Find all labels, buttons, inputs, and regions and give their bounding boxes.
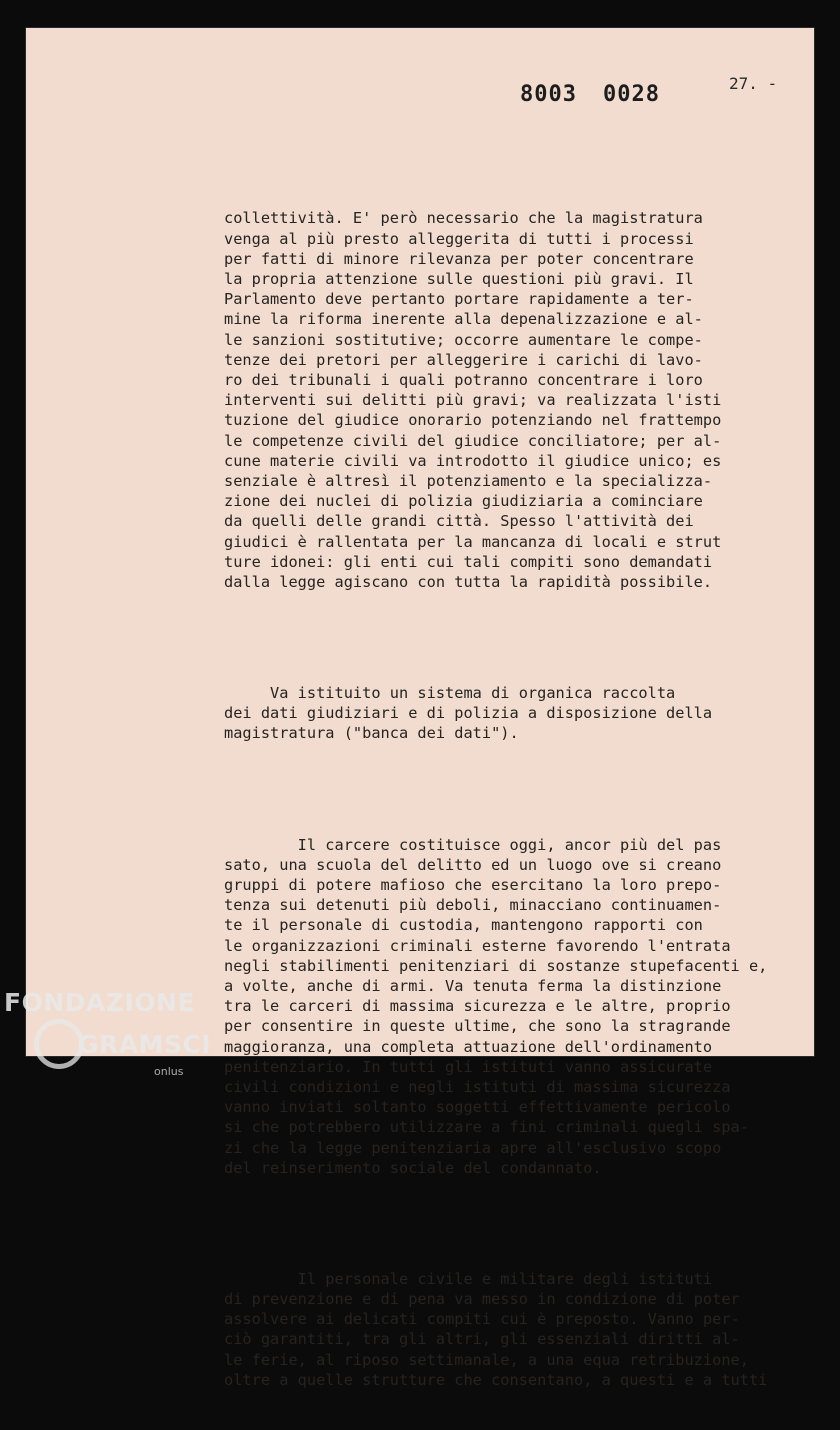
text-line: penitenziario. In tutti gli istituti vanno assicurate (224, 1057, 713, 1076)
text-line: civili condizioni e negli istituti di massima sicurezza (224, 1077, 731, 1096)
text-line: giudici è rallentata per la mancanza di locali e strut (224, 532, 722, 551)
text-line: le ferie, al riposo settimanale, a una equa retribuzione, (224, 1350, 749, 1369)
text-line: interventi sui delitti più gravi; va realizzata l'isti (224, 391, 722, 410)
text-line: tenza sui detenuti più deboli, minacciano continuamen- (224, 896, 722, 915)
paragraph (224, 683, 804, 744)
text-line: per fatti di minore rilevanza per poter concentrare (224, 249, 694, 268)
text-line: ciò garantiti, tra gli altri, gli essenziali diritti al- (224, 1330, 740, 1349)
text-line: Va istituito un sistema di organica raccolta (224, 684, 676, 703)
watermark-line-3: onlus (154, 1065, 184, 1078)
text-line: zione dei nuclei di polizia giudiziaria a cominciare (224, 492, 703, 511)
paragraph (224, 835, 804, 1178)
text-line: venga al più presto alleggerita di tutti i processi (224, 229, 694, 248)
document-number (520, 82, 686, 107)
paragraph (224, 208, 804, 592)
text-line: dalla legge agiscano con tutta la rapidità possibile. (224, 573, 713, 592)
g-logo-icon (34, 1019, 84, 1069)
text-line: Il carcere costituisce oggi, ancor più del pas (224, 835, 722, 854)
body-text (224, 168, 804, 1430)
text-line: gruppi di potere mafioso che esercitano la loro prepo- (224, 875, 722, 894)
paragraph (224, 1269, 804, 1390)
text-line: cune materie civili va introdotto il giudice unico; es (224, 451, 722, 470)
text-line: negli stabilimenti penitenziari di sostanze stupefacenti e, (224, 956, 768, 975)
text-line: Parlamento deve pertanto portare rapidamente a ter- (224, 290, 694, 309)
page-number: 27. - (729, 74, 778, 93)
text-line: vanno inviati soltanto soggetti effettivamente pericolo (224, 1098, 731, 1117)
text-line: oltre a quelle strutture che consentano, a questi e a tutti (224, 1370, 768, 1389)
fondazione-gramsci-watermark (4, 988, 211, 1078)
text-line: tra le carceri di massima sicurezza e le altre, proprio (224, 997, 731, 1016)
text-line: di prevenzione e di pena va messo in condizione di poter (224, 1289, 740, 1308)
text-line: la propria attenzione sulle questioni più gravi. Il (224, 270, 694, 289)
document-number-part-a: 8003 (520, 82, 577, 107)
text-line: dei dati giudiziari e di polizia a disposizione della (224, 704, 713, 723)
text-line: mine la riforma inerente alla depenalizzazione e al- (224, 310, 703, 329)
text-line: per consentire in queste ultime, che sono la stragrande (224, 1017, 731, 1036)
text-line: magistratura ("banca dei dati"). (224, 724, 519, 743)
text-line: del reinserimento sociale del condannato. (224, 1158, 602, 1177)
text-line: da quelli delle grandi città. Spesso l'attività dei (224, 512, 694, 531)
text-line: te il personale di custodia, mantengono rapporti con (224, 916, 703, 935)
text-line: tuzione del giudice onorario potenziando nel frattempo (224, 411, 722, 430)
watermark-line-2: GRAMSCI (78, 1029, 212, 1059)
text-line: Il personale civile e militare degli istituti (224, 1269, 713, 1288)
text-line: maggioranza, una completa attuazione dell'ordinamento (224, 1037, 713, 1056)
text-line: le sanzioni sostitutive; occorre aumentare le compe- (224, 330, 703, 349)
watermark-line-1: FONDAZIONE (4, 988, 196, 1017)
text-line: le competenze civili del giudice conciliatore; per al- (224, 431, 722, 450)
document-number-part-b: 0028 (602, 82, 660, 107)
text-line: ture idonei: gli enti cui tali compiti sono demandati (224, 552, 713, 571)
text-line: si che potrebbero utilizzare a fini criminali quegli spa- (224, 1118, 749, 1137)
text-line: sato, una scuola del delitto ed un luogo ove si creano (224, 855, 722, 874)
text-line: a volte, anche di armi. Va tenuta ferma la distinzione (224, 976, 722, 995)
text-line: senziale è altresì il potenziamento e la specializza- (224, 472, 713, 491)
text-line: ro dei tribunali i quali potranno concentrare i loro (224, 371, 703, 390)
text-line: tenze dei pretori per alleggerire i carichi di lavo- (224, 350, 703, 369)
text-line: zi che la legge penitenziaria apre all'esclusivo scopo (224, 1138, 722, 1157)
text-line: collettività. E' però necessario che la magistratura (224, 209, 703, 228)
text-line: le organizzazioni criminali esterne favorendo l'entrata (224, 936, 731, 955)
text-line: assolvere ai delicati compiti cui è preposto. Vanno per- (224, 1310, 740, 1329)
